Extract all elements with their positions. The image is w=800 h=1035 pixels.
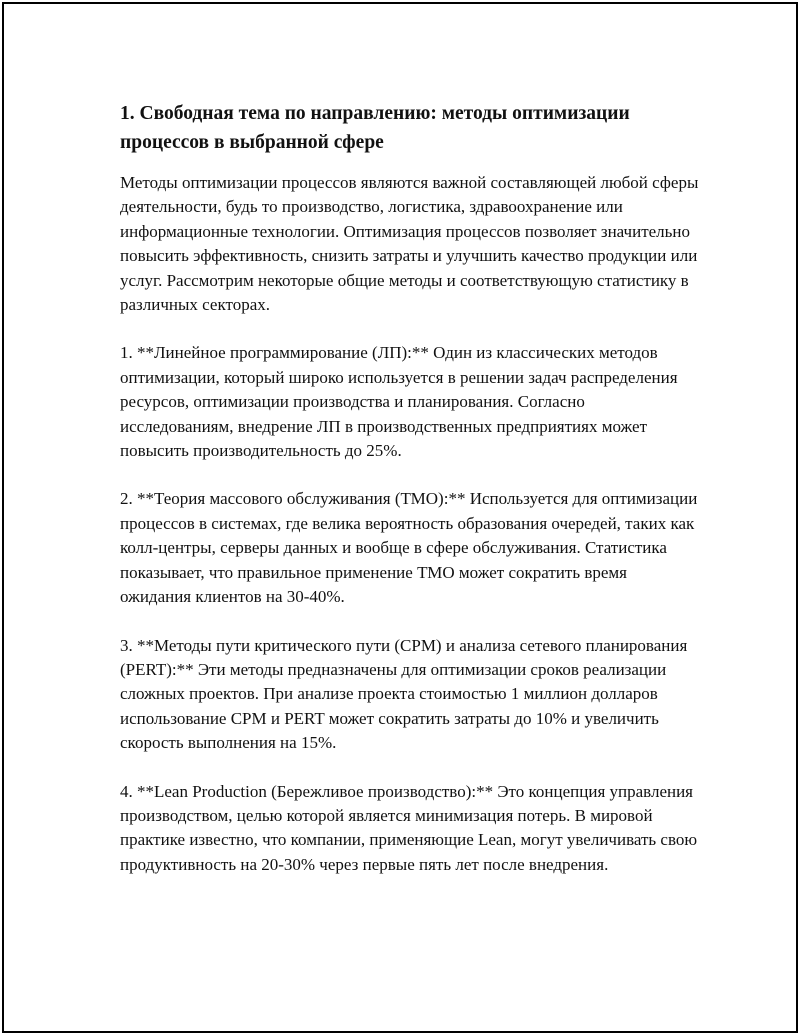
method-lean-production-paragraph: 4. **Lean Production (Бережливое производство):** Это концепция управления производством, целью которой является минимизация потерь. В мировой практике известно, что компании, применяющие Lean, могут увеличивать свою продуктивность на 20-30% через первые пять лет после внедрения. (120, 781, 698, 874)
document-page (2, 2, 798, 1033)
method-cpm-pert-paragraph: 3. **Методы пути критического пути (CPM) и анализа сетевого планирования (PERT):** Эти методы предназначены для оптимизации сроков реализации сложных проектов. При анализе проекта стоимостью 1 миллион долларов использование CPM и PERT может сократить затраты до 10% и увеличить скорость выполнения на 15%. (120, 635, 688, 753)
section-heading: 1. Свободная тема по направлению: методы оптимизации процессов в выбранной сфере (120, 103, 630, 153)
document-body (120, 99, 700, 901)
method-linear-programming-paragraph: 1. **Линейное программирование (ЛП):** Один из классических методов оптимизации, который широко используется в решении задач распределения ресурсов, оптимизации производства и планирования. Согласно исследованиям, внедрение ЛП в производственных предприятиях может повысить производительность до 25%. (120, 343, 678, 461)
intro-paragraph: Методы оптимизации процессов являются важной составляющей любой сферы деятельности, будь то производство, логистика, здравоохранение или информационные технологии. Оптимизация процессов позволяет значительно повысить эффективность, снизить затраты и улучшить качество продукции или услуг. Рассмотрим некоторые общие методы и соответствующую статистику в различных секторах. (120, 173, 699, 315)
method-queueing-theory-paragraph: 2. **Теория массового обслуживания (ТМО):** Используется для оптимизации процессов в системах, где велика вероятность образования очередей, таких как колл-центры, серверы данных и вообще в сфере обслуживания. Статистика показывает, что правильное применение ТМО может сократить время ожидания клиентов на 30-40%. (120, 489, 698, 607)
